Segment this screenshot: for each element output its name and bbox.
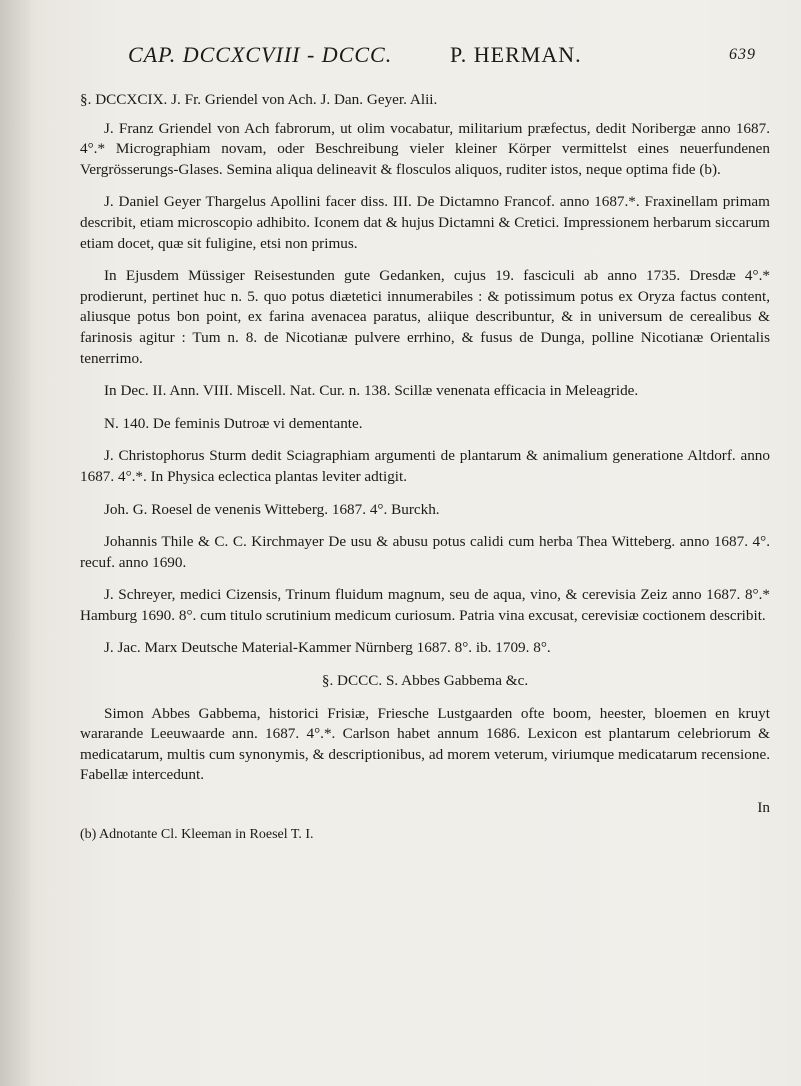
binding-gutter [0,0,30,1086]
paragraph: J. Jac. Marx Deutsche Material-Kammer Nürnberg 1687. 8°. ib. 1709. 8°. [104,639,551,657]
paragraph: In Dec. II. Ann. VIII. Miscell. Nat. Cur. n. 138. Scillæ venenata efficacia in Meleagride. [104,382,639,400]
paragraph: J. Daniel Geyer Thargelus Apollini facer diss. III. De Dictamno Francof. anno 1687.*. Fraxinellam primam describit, etiam microscopio adhibito. Iconem dat & hujus Dictamni & Cretici. Impressionem herbarum siccarum etiam docet, quæ sit fuligine, etsi non primus. [80,193,770,252]
paragraph: Joh. G. Roesel de venenis Witteberg. 1687. 4°. Burckh. [104,500,440,518]
page-number: 639 [729,46,756,63]
page-body [80,90,770,857]
paragraph: N. 140. De feminis Dutroæ vi dementante. [104,414,363,432]
section-heading: §. DCCXCIX. J. Fr. Griendel von Ach. J. Dan. Geyer. Alii. [80,91,438,108]
paragraph: J. Schreyer, medici Cizensis, Trinum fluidum magnum, seu de aqua, vino, & cerevisia Zeiz anno 1687. 8°.* Hamburg 1690. 8°. cum titulo scrutinium medicum curiosum. Patria vina excusat, cerevisiæ coctionem describit. [80,586,770,624]
paragraph: Johannis Thile & C. C. Kirchmayer De usu & abusu potus calidi cum herba Thea Witteberg. anno 1687. 4°. recuf. anno 1690. [80,533,770,571]
paragraph: J. Christophorus Sturm dedit Sciagraphiam argumenti de plantarum & animalium generatione Altdorf. anno 1687. 4°.*. In Physica eclectica plantas leviter adtigit. [80,447,770,485]
section-heading: §. DCCC. S. Abbes Gabbema &c. [321,672,529,690]
chapter-heading: CAP. DCCXCVIII - DCCC. [128,42,393,67]
footnote: (b) Adnotante Cl. Kleeman in Roesel T. I. [80,826,314,842]
paragraph: Simon Abbes Gabbema, historici Frisiæ, Friesche Lustgaarden ofte boom, heester, bloemen en kruyt wararande Leeuwaarde ann. 1687. 4°.*. Carlson habet annum 1686. Lexicon est plantarum celebriorum & medicatarum, multis cum synonymis, & descriptionibus, ad morem veterum, viriumque medicatarum recensione. Fabellæ intercedunt. [80,704,770,784]
paragraph: J. Franz Griendel von Ach fabrorum, ut olim vocabatur, militarium præfectus, dedit Noribergæ anno 1687. 4°.* Micrographiam novam, oder Beschreibung vieler kleiner Körper vermittelst eines neuerfundenen Vergrösserungs-Glases. Semina aliqua delineavit & flosculos aliquos, ruditer istos, neque optima fide (b). [80,119,770,178]
running-header [128,42,756,72]
catchword: In [757,799,770,817]
paragraph: In Ejusdem Müssiger Reisestunden gute Gedanken, cujus 19. fasciculi ab anno 1735. Dresdæ 4°.* prodierunt, pertinet huc n. 5. quo potus diætetici innumerabiles : & potissimum potus ex Oryza factus content, aliusque potus bon point, ex farina avenacea paratus, aliique describuntur, & in universum de cerealibus & farinosis agitur : Tum n. 8. de Nicotianæ pulvere errhino, & fusus de Dunga, polline Nicotianæ Orientalis tenerrimo. [80,267,770,367]
author-heading: P. HERMAN. [450,42,582,67]
